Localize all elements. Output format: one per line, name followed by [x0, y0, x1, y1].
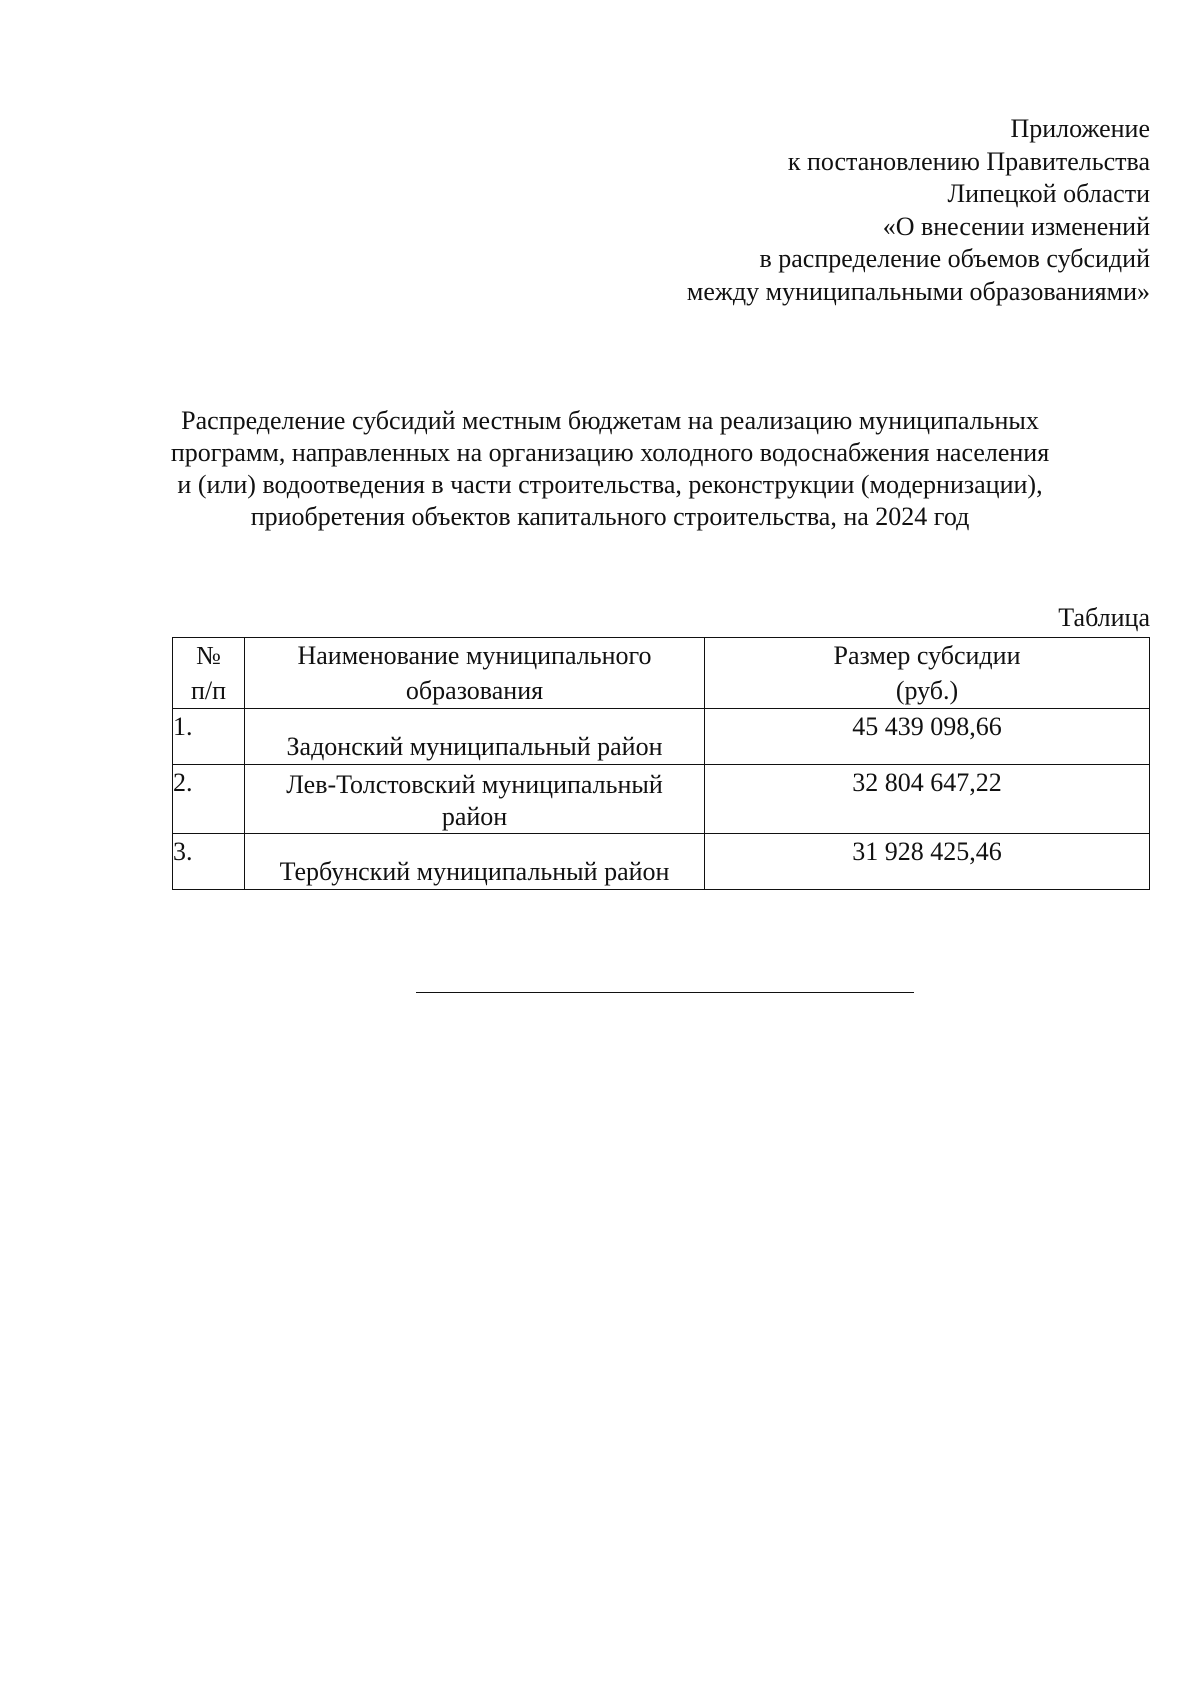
- subsidy-amount: 31 928 425,46: [705, 834, 1150, 890]
- appendix-block: [450, 113, 1150, 308]
- appendix-line: «О внесении изменений: [882, 211, 1150, 241]
- header-num: [173, 638, 245, 709]
- appendix-line: Приложение: [1010, 114, 1150, 143]
- subsidy-amount: 45 439 098,66: [705, 709, 1150, 765]
- appendix-line: Липецкой области: [947, 179, 1150, 208]
- municipality-name-line: Тербунский муниципальный район: [279, 857, 670, 886]
- appendix-line: между муниципальными образованиями»: [686, 276, 1150, 306]
- municipality-name-line: Лев-Толстовский муниципальный: [286, 770, 663, 799]
- row-number: 3.: [173, 834, 245, 890]
- municipality-name: [245, 834, 705, 890]
- table-header-row: [173, 638, 1150, 709]
- municipality-name: [245, 709, 705, 765]
- table-row: [173, 709, 1150, 765]
- table-row: [173, 834, 1150, 890]
- subsidies-table: [172, 637, 1150, 890]
- title-line: программ, направленных на организацию холодного водоснабжения населения: [170, 438, 1050, 467]
- row-number: 1.: [173, 709, 245, 765]
- municipality-name: [245, 765, 705, 834]
- title-line: Распределение субсидий местным бюджетам на реализацию муниципальных: [181, 406, 1039, 435]
- table-row: [173, 765, 1150, 834]
- municipality-name-line: район: [441, 802, 508, 831]
- header-name: [245, 638, 705, 709]
- subsidy-amount: 32 804 647,22: [705, 765, 1150, 834]
- end-separator-line: [416, 992, 914, 993]
- header-name-line: Наименование муниципального: [297, 641, 652, 670]
- header-sum-line: Размер субсидии: [833, 641, 1021, 670]
- title-line: приобретения объектов капитального строительства, на 2024 год: [250, 502, 970, 531]
- header-sum: [705, 638, 1150, 709]
- header-name-line: образования: [405, 676, 544, 705]
- table-caption: Таблица: [1058, 603, 1150, 632]
- row-number: 2.: [173, 765, 245, 834]
- header-num-line: №: [196, 641, 221, 670]
- document-title: [150, 405, 1070, 533]
- appendix-line: к постановлению Правительства: [787, 146, 1150, 176]
- header-num-line: п/п: [190, 676, 227, 705]
- header-sum-line: (руб.): [895, 676, 959, 705]
- title-line: и (или) водоотведения в части строительства, реконструкции (модернизации),: [177, 470, 1043, 499]
- appendix-line: в распределение объемов субсидий: [759, 244, 1150, 273]
- municipality-name-line: Задонский муниципальный район: [286, 732, 663, 761]
